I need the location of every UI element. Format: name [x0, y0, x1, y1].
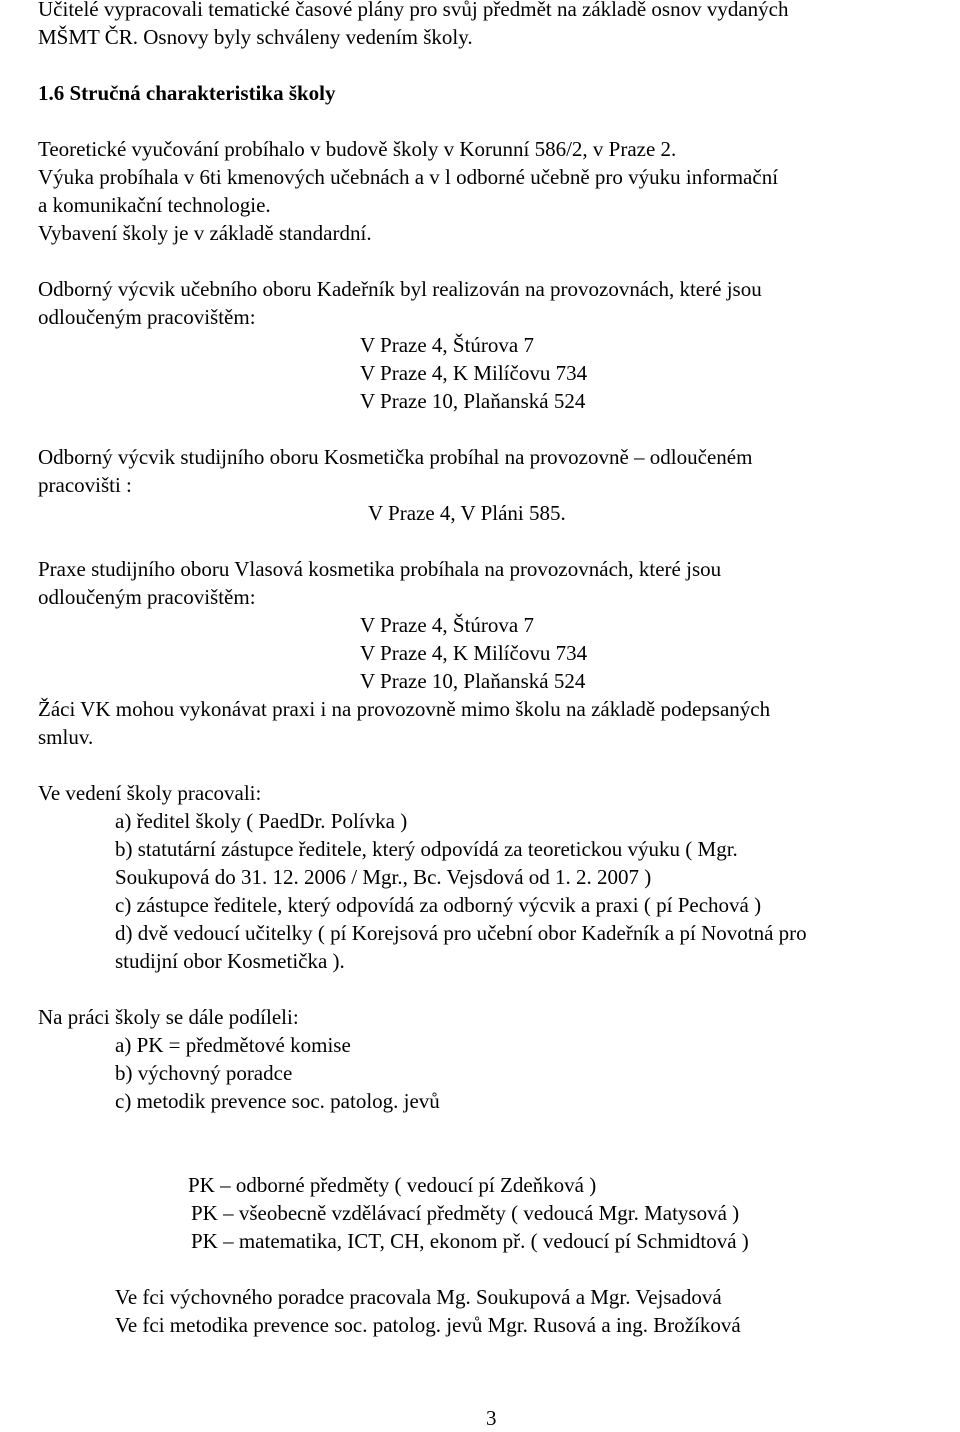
para1-line-2: Výuka probíhala v 6ti kmenových učebnách a v l odborné učebně pro výuku informační [38, 165, 779, 189]
participation-heading: Na práci školy se dále podíleli: [38, 1005, 299, 1029]
leadership-item: Soukupová do 31. 12. 2006 / Mgr., Bc. Vejsdová od 1. 2. 2007 ) [115, 865, 652, 889]
address-line: V Praze 4, K Milíčovu 734 [360, 641, 588, 665]
para2-line-2: odloučeným pracovištěm: [38, 305, 256, 329]
para4-line-2: odloučeným pracovištěm: [38, 585, 256, 609]
address-line: V Praze 10, Plaňanská 524 [360, 389, 586, 413]
address-line: V Praze 4, Štúrova 7 [360, 613, 534, 637]
spacer [38, 1143, 958, 1171]
pk-item: PK – matematika, ICT, CH, ekonom př. ( vedoucí pí Schmidtová ) [191, 1229, 749, 1253]
leadership-item: b) statutární zástupce ředitele, který odpovídá za teoretickou výuku ( Mgr. [115, 837, 738, 861]
spacer [38, 107, 958, 135]
spacer [38, 51, 958, 79]
para4-line-3: Žáci VK mohou vykonávat praxi i na provozovně mimo školu na základě podepsaných [38, 697, 771, 721]
leadership-item: c) zástupce ředitele, který odpovídá za odborný výcvik a praxi ( pí Pechová ) [115, 893, 762, 917]
pk-item: PK – odborné předměty ( vedoucí pí Zdeňková ) [188, 1173, 597, 1197]
spacer [38, 751, 958, 779]
para4-line-1: Praxe studijního oboru Vlasová kosmetika probíhala na provozovnách, které jsou [38, 557, 722, 581]
participation-item: c) metodik prevence soc. patolog. jevů [115, 1089, 440, 1113]
leadership-heading: Ve vedení školy pracovali: [38, 781, 262, 805]
spacer [38, 975, 958, 1003]
para1-line-1: Teoretické vyučování probíhalo v budově školy v Korunní 586/2, v Praze 2. [38, 137, 677, 161]
page-number: 3 [486, 1406, 497, 1430]
address-line: V Praze 10, Plaňanská 524 [360, 669, 586, 693]
para1-line-4: Vybavení školy je v základě standardní. [38, 221, 372, 245]
address-line: V Praze 4, Štúrova 7 [360, 333, 534, 357]
para4-line-4: smluv. [38, 725, 94, 749]
spacer [38, 527, 958, 555]
spacer [38, 1115, 958, 1143]
document-page [38, 0, 958, 1339]
participation-item: b) výchovný poradce [115, 1061, 293, 1085]
pk-item: PK – všeobecně vzdělávací předměty ( vedoucá Mgr. Matysová ) [191, 1201, 740, 1225]
intro-line-1: Učitelé vypracovali tematické časové plány pro svůj předmět na základě osnov vydaných [38, 0, 789, 21]
para1-line-3: a komunikační technologie. [38, 193, 271, 217]
function-item: Ve fci metodika prevence soc. patolog. jevů Mgr. Rusová a ing. Brožíková [115, 1313, 741, 1337]
address-line: V Praze 4, V Pláni 585. [368, 501, 566, 525]
para3-line-1: Odborný výcvik studijního oboru Kosmetička probíhal na provozovně – odloučeném [38, 445, 753, 469]
para2-line-1: Odborný výcvik učebního oboru Kadeřník byl realizován na provozovnách, které jsou [38, 277, 762, 301]
spacer [38, 1255, 958, 1283]
address-line: V Praze 4, K Milíčovu 734 [360, 361, 588, 385]
leadership-item: studijní obor Kosmetička ). [115, 949, 345, 973]
leadership-item: a) ředitel školy ( PaedDr. Polívka ) [115, 809, 408, 833]
para3-line-2: pracovišti : [38, 473, 132, 497]
intro-line-2: MŠMT ČR. Osnovy byly schváleny vedením školy. [38, 25, 473, 49]
function-item: Ve fci výchovného poradce pracovala Mg. Soukupová a Mgr. Vejsadová [115, 1285, 722, 1309]
spacer [38, 247, 958, 275]
leadership-item: d) dvě vedoucí učitelky ( pí Korejsová pro učební obor Kadeřník a pí Novotná pro [115, 921, 807, 945]
spacer [38, 415, 958, 443]
section-heading: 1.6 Stručná charakteristika školy [38, 81, 336, 105]
participation-item: a) PK = předmětové komise [115, 1033, 351, 1057]
